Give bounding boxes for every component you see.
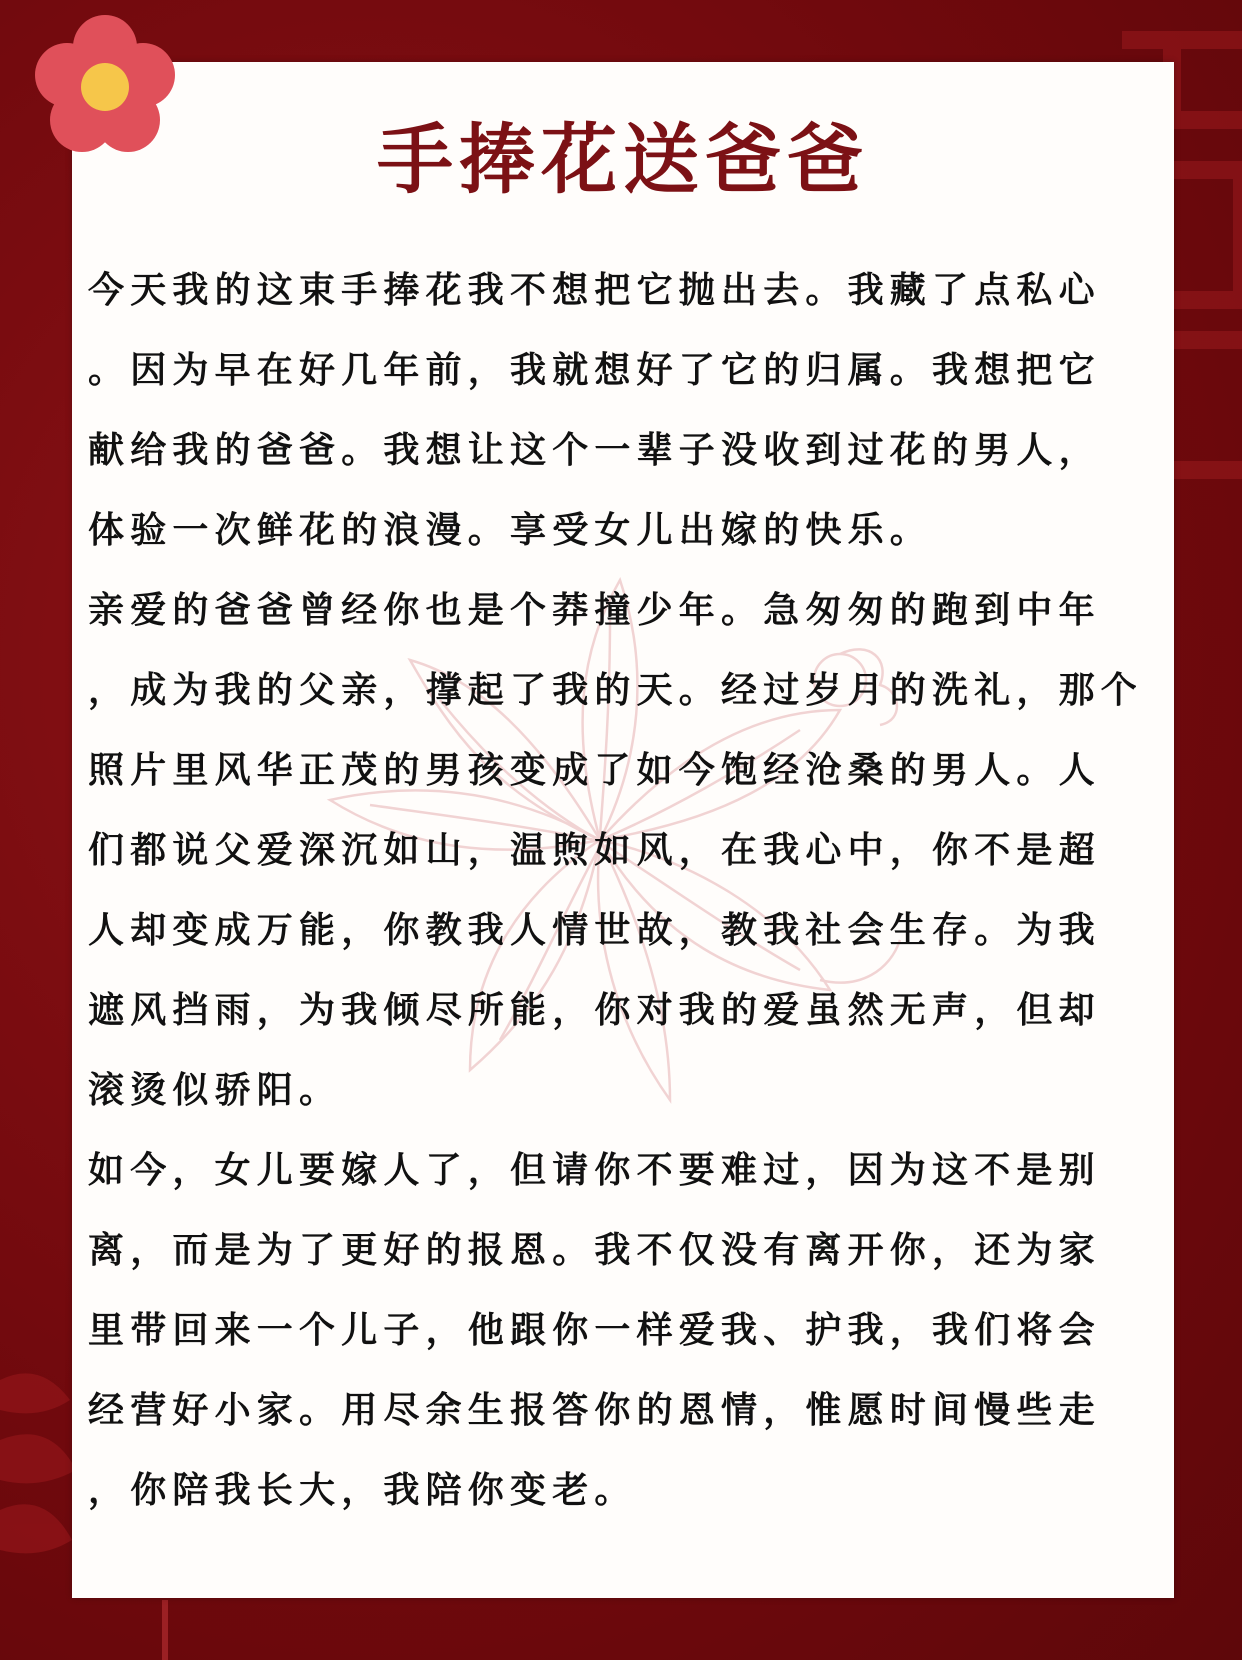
background-pattern-left	[0, 1360, 80, 1600]
paragraph-1: 今天我的这束手捧花我不想把它抛出去。我藏了点私心 。因为早在好几年前，我就想好了它的归属。我想把它 献给我的爸爸。我想让这个一辈子没收到过花的男人， 体验一次鲜花的浪漫。享受女儿出嫁的快乐。	[88, 269, 1101, 551]
paragraph-3: 如今，女儿要嫁人了，但请你不要难过，因为这不是别 离，而是为了更好的报恩。我不仅没有离开你，还为家 里带回来一个儿子，他跟你一样爱我、护我，我们将会 经营好小家。用尽余生报答你的恩情，惟愿时间慢些走 ，你陪我长大，我陪你变老。	[88, 1149, 1101, 1511]
page-title: 手捧花送爸爸	[377, 115, 869, 204]
background-stem	[150, 1600, 180, 1660]
paragraph-2: 亲爱的爸爸曾经你也是个莽撞少年。急匆匆的跑到中年 ，成为我的父亲，撑起了我的天。经过岁月的洗礼，那个 照片里风华正茂的男孩变成了如今饱经沧桑的男人。人 们都说父爱深沉如山，温煦如风，在我心中，你不是超 人却变成万能，你教我人情世故，教我社会生存。为我 遮风挡雨，为我倾尽所能，你对我的爱虽然无声，但却 滚烫似骄阳。	[88, 589, 1144, 1111]
article-body	[88, 250, 1148, 1530]
